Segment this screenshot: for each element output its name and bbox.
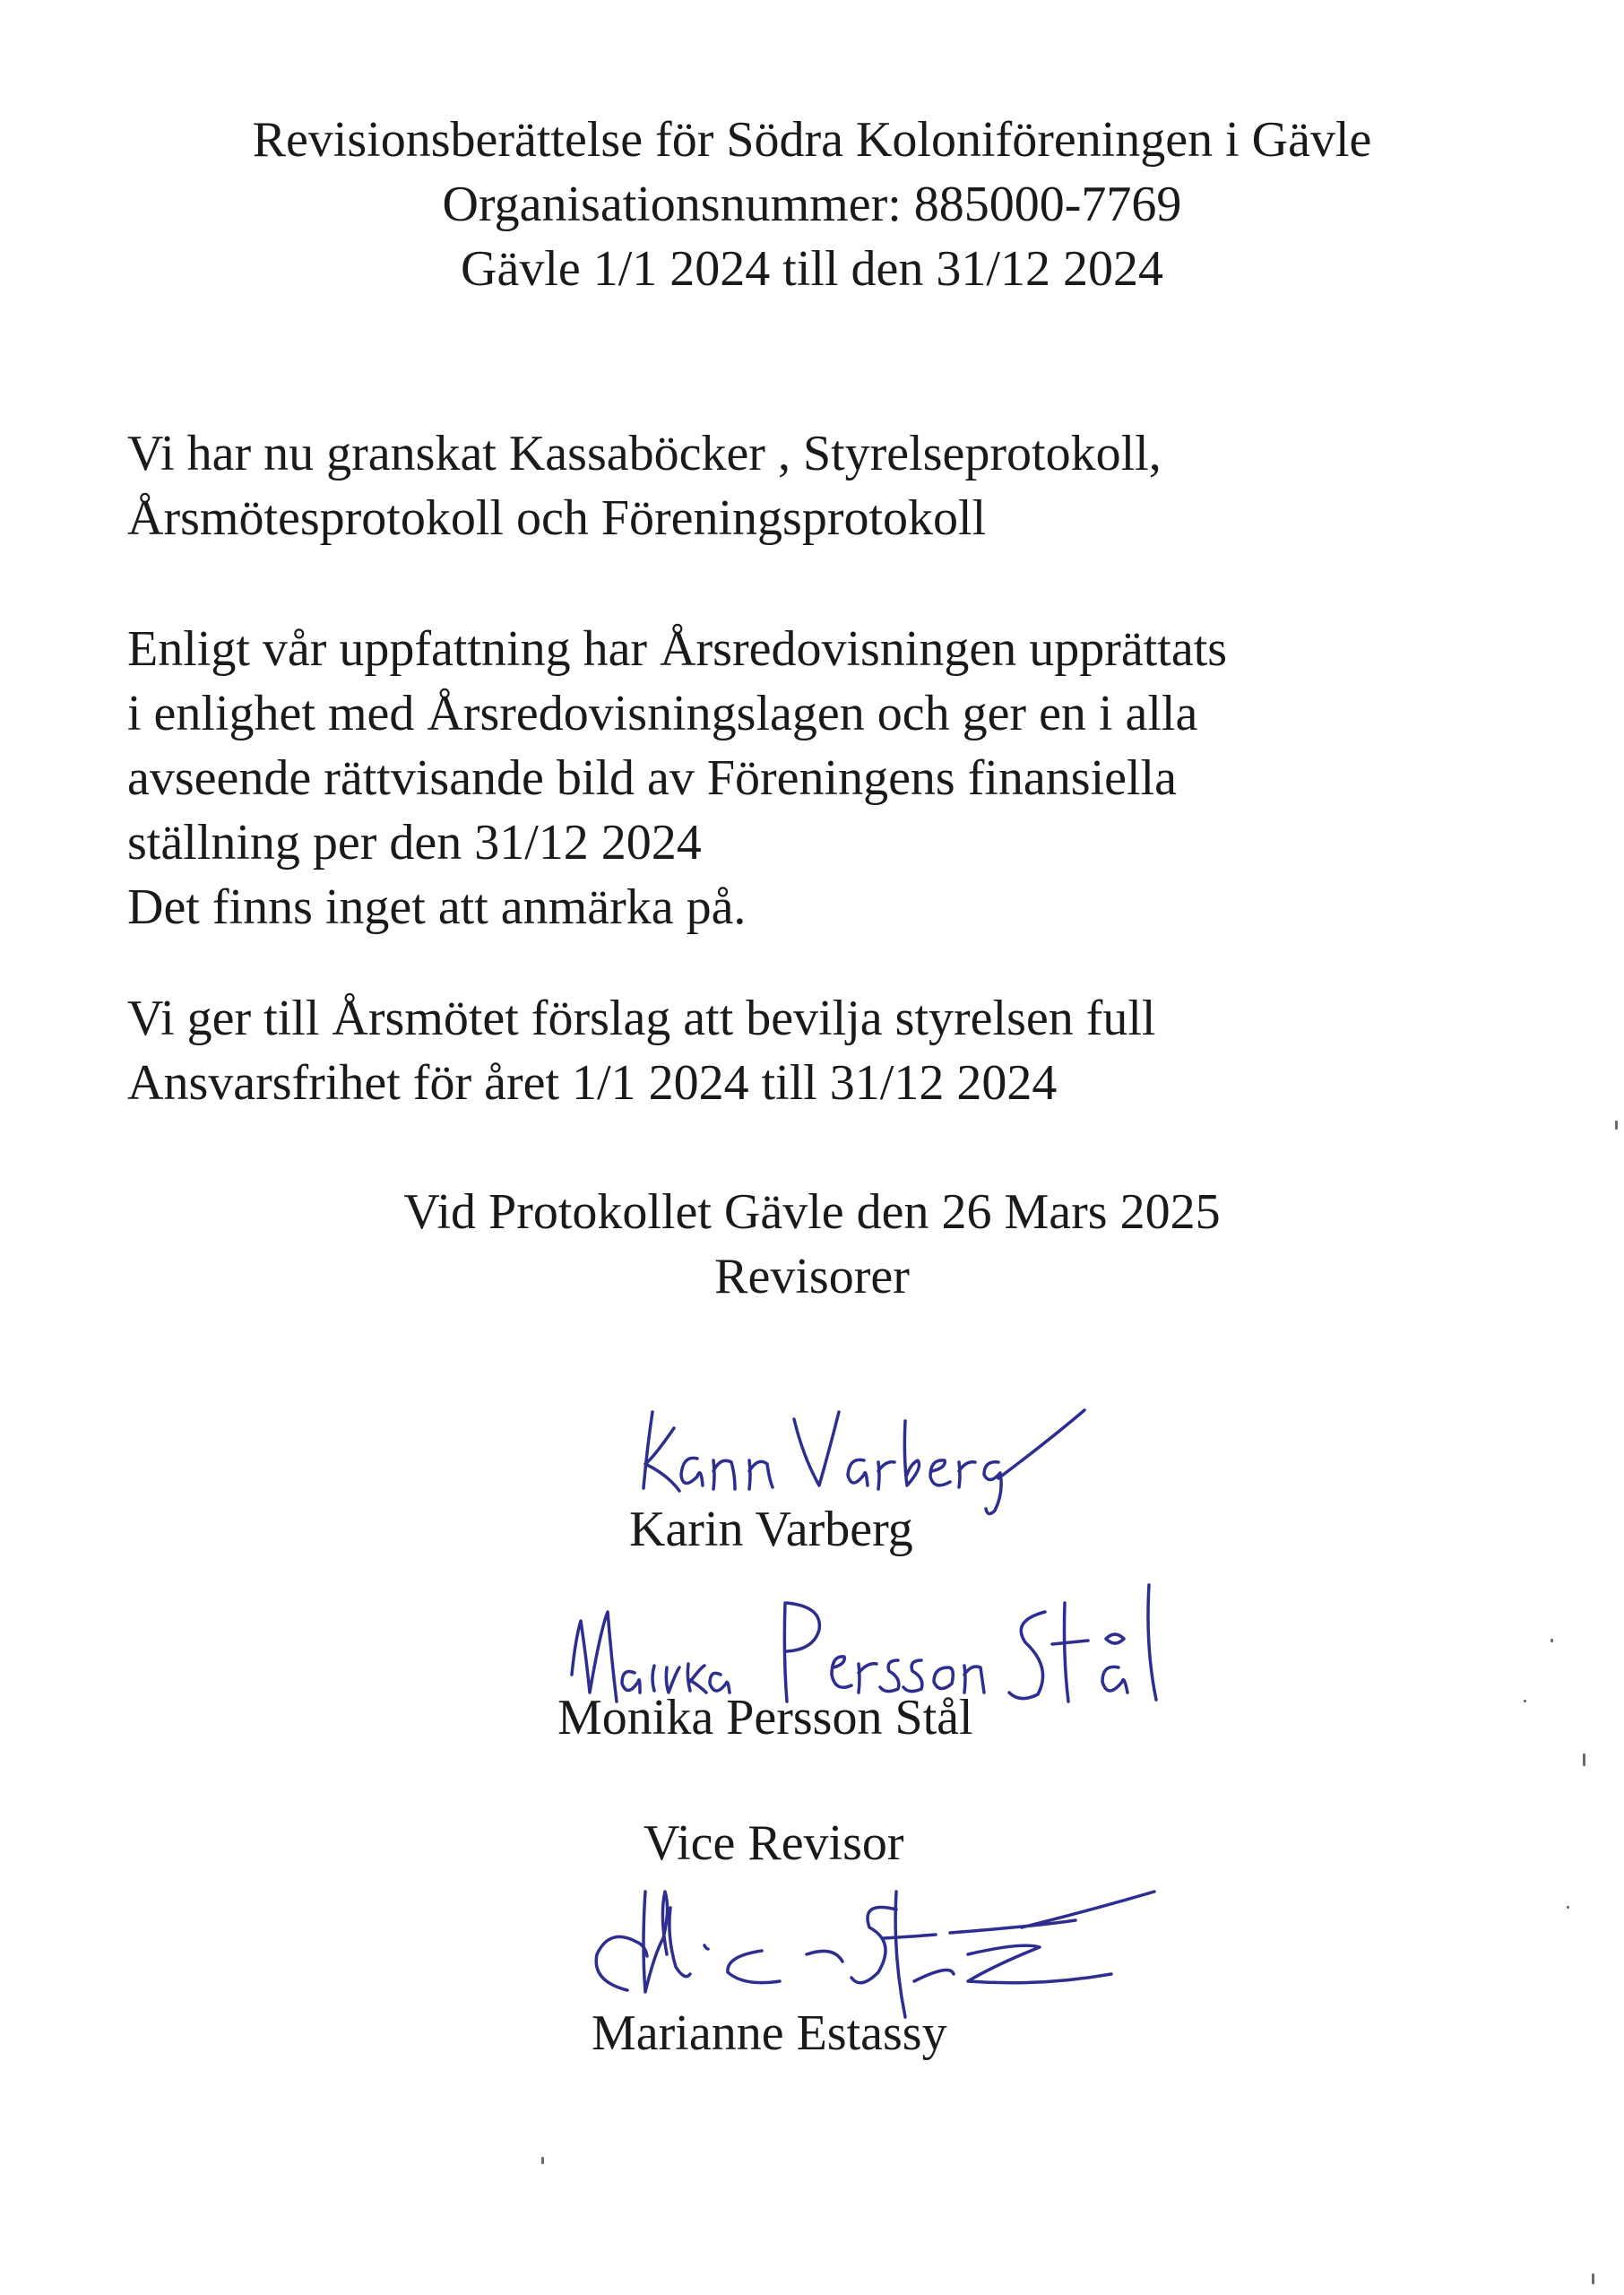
paragraph-line: Ansvarsfrihet för året 1/1 2024 till 31/12 2024 (127, 1055, 1058, 1111)
scan-speck (1592, 2273, 1594, 2284)
closing-block (0, 1180, 1624, 1309)
scan-speck (1551, 1639, 1553, 1642)
signatory-name-karin-varberg: Karin Varberg (629, 1502, 913, 1557)
document-title: Revisionsberättelse för Södra Koloniföreningen i Gävle (252, 112, 1372, 168)
signatory-name-monika-persson-stal: Monika Persson Stål (557, 1690, 973, 1745)
paragraph-line: Vi ger till Årsmötet förslag att bevilja styrelsen full (127, 991, 1156, 1046)
paragraph-line: Årsmötesprotokoll och Föreningsprotokoll (127, 490, 987, 546)
scan-speck (1583, 1754, 1585, 1766)
paragraph-line: Vi har nu granskat Kassaböcker , Styrelseprotokoll, (127, 426, 1162, 481)
scan-speck (1524, 1700, 1526, 1702)
document-header (0, 108, 1624, 301)
scan-speck (541, 2157, 544, 2164)
paragraph-line: ställning per den 31/12 2024 (127, 815, 702, 870)
audit-period: Gävle 1/1 2024 till den 31/12 2024 (461, 241, 1163, 297)
paragraph-reviewed-documents (127, 421, 1162, 550)
paragraph-line: Enligt vår uppfattning har Årsredovisningen upprättats (127, 621, 1228, 677)
vice-auditor-role: Vice Revisor (644, 1815, 904, 1871)
scan-speck (1567, 1906, 1569, 1909)
paragraph-line: Det finns inget att anmärka på. (127, 879, 747, 935)
scan-speck (1615, 1121, 1618, 1130)
place-and-date: Vid Protokollet Gävle den 26 Mars 2025 (403, 1184, 1221, 1240)
paragraph-line: i enlighet med Årsredovisningslagen och ger en i alla (127, 686, 1198, 741)
organisation-number: Organisationsnummer: 885000-7769 (442, 177, 1182, 232)
paragraph-audit-opinion (127, 617, 1227, 940)
signature-karin-varberg (627, 1385, 1093, 1520)
signature-marianne-estassy (574, 1856, 1165, 2026)
auditors-heading: Revisorer (714, 1249, 910, 1304)
paragraph-discharge-proposal (127, 986, 1155, 1115)
signatory-name-marianne-estassy: Marianne Estassy (592, 2005, 947, 2061)
paragraph-line: avseende rättvisande bild av Föreningens finansiella (127, 750, 1177, 806)
